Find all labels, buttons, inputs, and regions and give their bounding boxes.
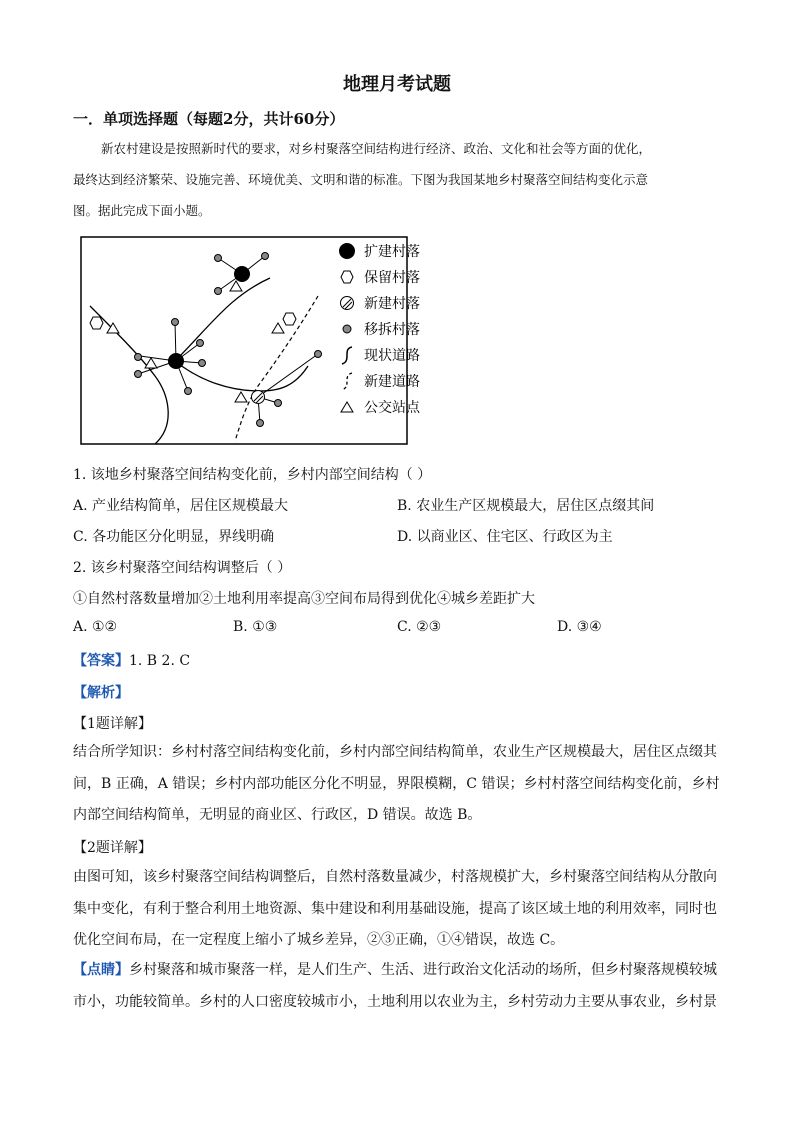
settlement-diagram xyxy=(80,236,420,445)
q2-option-c: C. ②③ xyxy=(397,619,442,635)
detail-line: 优化空间布局，在一定程度上缩小了城乡差异，②③正确，①④错误，故选 C。 xyxy=(73,932,565,948)
tip-tag: 【点睛】 xyxy=(73,962,129,978)
legend-label: 扩建村落 xyxy=(364,244,420,260)
page-title: 地理月考试题 xyxy=(343,74,451,95)
intro-paragraph xyxy=(73,133,723,226)
intro-line: 新农村建设是按照新时代的要求，对乡村聚落空间结构进行经济、政治、文化和社会等方面的优化， xyxy=(101,141,652,156)
question-2-items: ①自然村落数量增加②土地利用率提高③空间布局得到优化④城乡差距扩大 xyxy=(73,591,535,607)
tip-line-0: 乡村聚落和城市聚落一样，是人们生产、生活、进行政治文化活动的场所，但乡村聚落规模较城 xyxy=(129,962,717,978)
q2-option-b: B. ①③ xyxy=(233,619,278,635)
q1-option-c: C. 各功能区分化明显，界线明确 xyxy=(73,529,275,545)
detail-line: 由图可知，该乡村聚落空间结构调整后，自然村落数量减少，村落规模扩大，乡村聚落空间结构从分散向 xyxy=(73,869,717,885)
legend-label: 公交站点 xyxy=(364,400,420,416)
legend-expand-icon xyxy=(339,243,355,259)
detail-line: 内部空间结构简单，无明显的商业区、行政区，D 错误。故选 B。 xyxy=(73,807,482,823)
q1-option-d: D. 以商业区、住宅区、行政区为主 xyxy=(397,529,613,545)
legend-label: 移拆村落 xyxy=(364,322,420,338)
answer-line xyxy=(73,650,190,670)
q2-option-a: A. ①② xyxy=(73,619,118,635)
q2-option-d: D. ③④ xyxy=(557,619,602,635)
detail-2-tag: 【2题详解】 xyxy=(73,840,152,856)
question-2-stem: 2. 该乡村聚落空间结构调整后（ ） xyxy=(73,560,292,576)
legend-relocate-icon xyxy=(343,325,351,333)
answer-tag: 【答案】 xyxy=(73,653,129,669)
q1-option-b: B. 农业生产区规模最大，居住区点缀其间 xyxy=(397,498,655,514)
detail-1-text xyxy=(73,737,725,832)
settlement-map-svg xyxy=(80,236,420,445)
tip-text xyxy=(73,955,725,1018)
intro-line: 图。据此完成下面小题。 xyxy=(73,203,211,218)
legend-label: 现状道路 xyxy=(364,348,420,364)
retained-village xyxy=(283,313,296,325)
detail-line: 间，B 正确，A 错误；乡村内部功能区分化不明显，界限模糊，C 错误；乡村村落空间结构变化前，乡村 xyxy=(73,775,720,792)
question-1-stem: 1. 该地乡村聚落空间结构变化前，乡村内部空间结构（ ） xyxy=(73,467,432,483)
q1-option-a: A. 产业结构简单，居住区规模最大 xyxy=(73,498,289,514)
section-heading: 一．单项选择题（每题2分，共计60分） xyxy=(73,110,345,128)
legend-keep-icon xyxy=(341,271,353,283)
tip-line xyxy=(73,955,725,987)
detail-line: 集中变化，有利于整合利用土地资源、集中建设和利用基础设施，提高了该区域土地的利用效率，同时也 xyxy=(73,900,717,917)
retained-village xyxy=(90,317,103,329)
detail-1-tag: 【1题详解】 xyxy=(73,716,152,732)
tip-line: 市小，功能较简单。乡村的人口密度较城市小，土地利用以农业为主，乡村劳动力主要从事农业，乡村景 xyxy=(73,993,717,1010)
detail-2-text xyxy=(73,862,725,957)
legend-label: 保留村落 xyxy=(364,270,420,286)
answer-text: 1. B 2. C xyxy=(129,653,191,669)
detail-line: 结合所学知识：乡村村落空间结构变化前，乡村内部空间结构简单，农业生产区规模最大，居住区点缀其 xyxy=(73,744,717,760)
legend-label: 新建道路 xyxy=(364,374,420,390)
intro-line: 最终达到经济繁荣、设施完善、环境优美、文明和谐的标准。下图为我国某地乡村聚落空间结构变化示意 xyxy=(73,172,649,187)
legend-label: 新建村落 xyxy=(364,296,420,312)
analysis-tag: 【解析】 xyxy=(73,685,129,701)
